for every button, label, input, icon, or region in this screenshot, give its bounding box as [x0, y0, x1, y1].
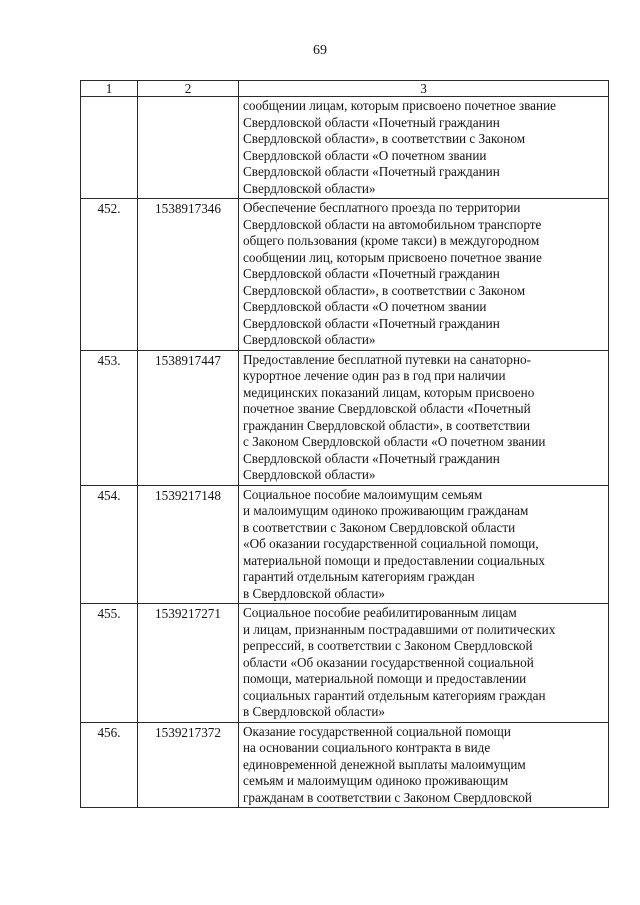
table-row	[81, 97, 609, 199]
description-line: медицинских показаний лицам, которым присвоено	[243, 384, 535, 400]
table-row	[81, 350, 609, 485]
description-line: Свердловской области «Почетный гражданин	[243, 450, 500, 466]
service-code: 1539217148	[138, 485, 239, 604]
description-line: почетное звание Свердловской области «Почетный	[243, 401, 531, 416]
service-code: 1538917447	[138, 350, 239, 485]
description-line: и малоимущим одиноко проживающим гражданам	[243, 503, 529, 518]
table-row	[81, 199, 609, 351]
column-header-2: 2	[138, 81, 239, 97]
description-line: Обеспечение бесплатного проезда по территории	[243, 200, 521, 215]
description-line: семьям и малоимущим одиноко проживающим	[243, 773, 509, 788]
column-header-3: 3	[239, 81, 609, 97]
page-number: 69	[313, 43, 327, 58]
service-code	[138, 97, 239, 199]
service-description	[239, 722, 609, 808]
column-header-1: 1	[81, 81, 138, 97]
service-description	[239, 350, 609, 485]
service-description	[239, 604, 609, 723]
description-line: сообщении лицам, которым присвоено почетное звание	[243, 98, 557, 113]
description-line: Свердловской области на автомобильном транспорте	[243, 216, 542, 232]
row-number: 456.	[81, 722, 138, 808]
description-line: единовременной денежной выплаты малоимущим	[243, 756, 526, 772]
description-line: Свердловской области»	[243, 332, 376, 347]
description-line: Свердловской области «Почетный гражданин	[243, 164, 500, 179]
service-description	[239, 485, 609, 604]
description-line: Свердловской области «Почетный гражданин	[243, 266, 500, 281]
description-line: Свердловской области»	[243, 467, 376, 482]
description-line: общего пользования (кроме такси) в междугородном	[243, 233, 540, 248]
description-line: социальных гарантий отдельным категориям граждан	[243, 687, 546, 703]
description-line: репрессий, в соответствии с Законом Свердловской	[243, 638, 533, 653]
description-line: гражданин Свердловской области», в соответствии	[243, 417, 531, 433]
description-line: Свердловской области»	[243, 180, 376, 196]
row-number: 452.	[81, 199, 138, 351]
description-line: Социальное пособие малоимущим семьям	[243, 486, 483, 502]
registry-table	[80, 80, 609, 808]
service-description	[239, 97, 609, 199]
description-line: Предоставление бесплатной путевки на санаторно-	[243, 351, 532, 367]
description-line: Свердловской области «Почетный гражданин	[243, 114, 500, 130]
description-line: «Об оказании государственной социальной помощи,	[243, 536, 539, 551]
description-line: в соответствии с Законом Свердловской области	[243, 519, 516, 535]
description-line: Свердловской области «О почетном звании	[243, 299, 487, 314]
description-line: на основании социального контракта в виде	[243, 740, 491, 755]
service-code: 1538917346	[138, 199, 239, 351]
row-number	[81, 97, 138, 199]
header-row	[81, 81, 609, 97]
service-description	[239, 199, 609, 351]
description-line: Свердловской области», в соответствии с Законом	[243, 131, 526, 146]
description-line: материальной помощи и предоставлении социальных	[243, 552, 545, 568]
table-row	[81, 722, 609, 808]
description-line: и лицам, признанным пострадавшими от политических	[243, 621, 556, 637]
description-line: Свердловской области «О почетном звании	[243, 147, 487, 163]
service-code: 1539217372	[138, 722, 239, 808]
description-line: Оказание государственной социальной помощи	[243, 723, 511, 739]
description-line: Социальное пособие реабилитированным лицам	[243, 605, 517, 620]
description-line: сообщении лиц, которым присвоено почетное звание	[243, 249, 542, 265]
description-line: области «Об оказании государственной социальной	[243, 654, 534, 670]
description-line: в Свердловской области»	[243, 704, 385, 719]
description-line: с Законом Свердловской области «О почетном звании	[243, 434, 546, 449]
description-line: гарантий отдельным категориям граждан	[243, 569, 475, 584]
table-row	[81, 604, 609, 723]
description-line: курортное лечение один раз в год при наличии	[243, 368, 506, 383]
service-code: 1539217271	[138, 604, 239, 723]
row-number: 455.	[81, 604, 138, 723]
row-number: 453.	[81, 350, 138, 485]
description-line: Свердловской области «Почетный гражданин	[243, 315, 500, 331]
row-number: 454.	[81, 485, 138, 604]
description-line: гражданам в соответствии с Законом Свердловской	[243, 789, 532, 805]
table-header	[81, 81, 609, 97]
description-line: помощи, материальной помощи и предоставлении	[243, 671, 527, 686]
description-line: Свердловской области», в соответствии с Законом	[243, 282, 526, 298]
table-row	[81, 485, 609, 604]
description-line: в Свердловской области»	[243, 585, 385, 601]
table-body	[81, 97, 609, 808]
